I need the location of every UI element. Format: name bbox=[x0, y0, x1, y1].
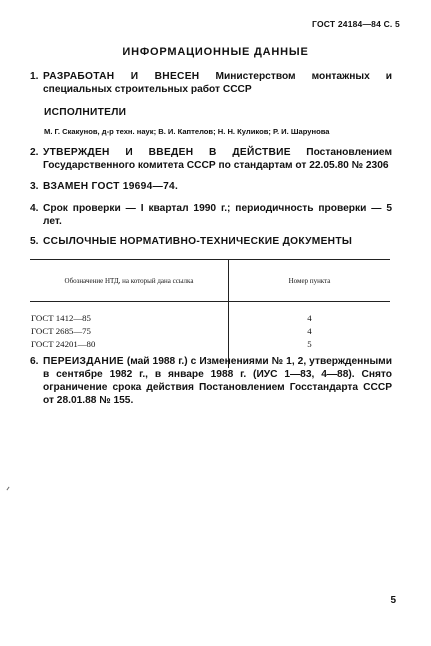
item-1-text: Министерством монтажных и специальных строительных работ СССР bbox=[43, 71, 393, 95]
item-5 bbox=[30, 235, 392, 248]
page-number: 5 bbox=[390, 595, 396, 606]
table-cell-document: ГОСТ 2685—75 bbox=[30, 325, 229, 338]
table-cell-item: 4 bbox=[307, 326, 312, 336]
item-4-text: Срок проверки — I квартал 1990 г.; периодичность проверки — 5 лет. bbox=[43, 203, 392, 227]
authors-line: М. Г. Скакунов, д-р техн. наук; В. И. Каптелов; Н. Н. Куликов; Р. И. Шарунова bbox=[44, 127, 330, 136]
page-header: ГОСТ 24184—84 С. 5 bbox=[312, 19, 400, 29]
item-2 bbox=[30, 146, 392, 172]
item-3-heading: ВЗАМЕН ГОСТ 19694—74. bbox=[43, 181, 179, 192]
table-header-row bbox=[30, 260, 390, 302]
item-6-heading: ПЕРЕИЗДАНИЕ bbox=[43, 356, 124, 367]
executors-heading: ИСПОЛНИТЕЛИ bbox=[44, 107, 127, 118]
item-6-text: (май 1988 г.) с Изменениями № 1, 2, утвержденными в сентябре 1982 г., в январе 1988 г. (ИУС 1—83, 4—88). Снято ограничение срока действия Постановлением Госстандарта СССР от 28.01.88 № 155. bbox=[43, 356, 392, 406]
item-2-heading: УТВЕРЖДЕН И ВВЕДЕН В ДЕЙСТВИЕ bbox=[43, 147, 291, 158]
table-cell-document: ГОСТ 24201—80 bbox=[30, 338, 229, 368]
item-1-number: 1. bbox=[30, 71, 39, 82]
item-3 bbox=[30, 180, 392, 193]
item-5-number: 5. bbox=[30, 236, 39, 247]
references-table bbox=[30, 259, 390, 368]
page-title: ИНФОРМАЦИОННЫЕ ДАННЫЕ bbox=[122, 46, 309, 58]
table-row bbox=[30, 302, 390, 326]
item-4 bbox=[30, 202, 392, 228]
item-2-number: 2. bbox=[30, 147, 39, 158]
table-header-item: Номер пункта bbox=[229, 260, 391, 302]
table-cell-item: 4 bbox=[307, 313, 312, 323]
item-3-number: 3. bbox=[30, 181, 39, 192]
item-5-heading: ССЫЛОЧНЫЕ НОРМАТИВНО-ТЕХНИЧЕСКИЕ ДОКУМЕНТЫ bbox=[43, 236, 353, 247]
table-header-document: Обозначение НТД, на который дана ссылка bbox=[30, 260, 229, 302]
item-1-heading: РАЗРАБОТАН И ВНЕСЕН bbox=[43, 71, 200, 82]
item-4-number: 4. bbox=[30, 203, 39, 214]
table-row bbox=[30, 325, 390, 338]
table-cell-item: 5 bbox=[307, 339, 312, 349]
item-1 bbox=[30, 70, 392, 96]
item-6-number: 6. bbox=[30, 356, 39, 367]
scan-mark bbox=[6, 487, 9, 491]
table-cell-document: ГОСТ 1412—85 bbox=[30, 302, 229, 326]
item-6 bbox=[30, 355, 392, 407]
item-2-text: Постановлением Государственного комитета СССР по стандартам от 22.05.80 № 2306 bbox=[43, 147, 392, 171]
